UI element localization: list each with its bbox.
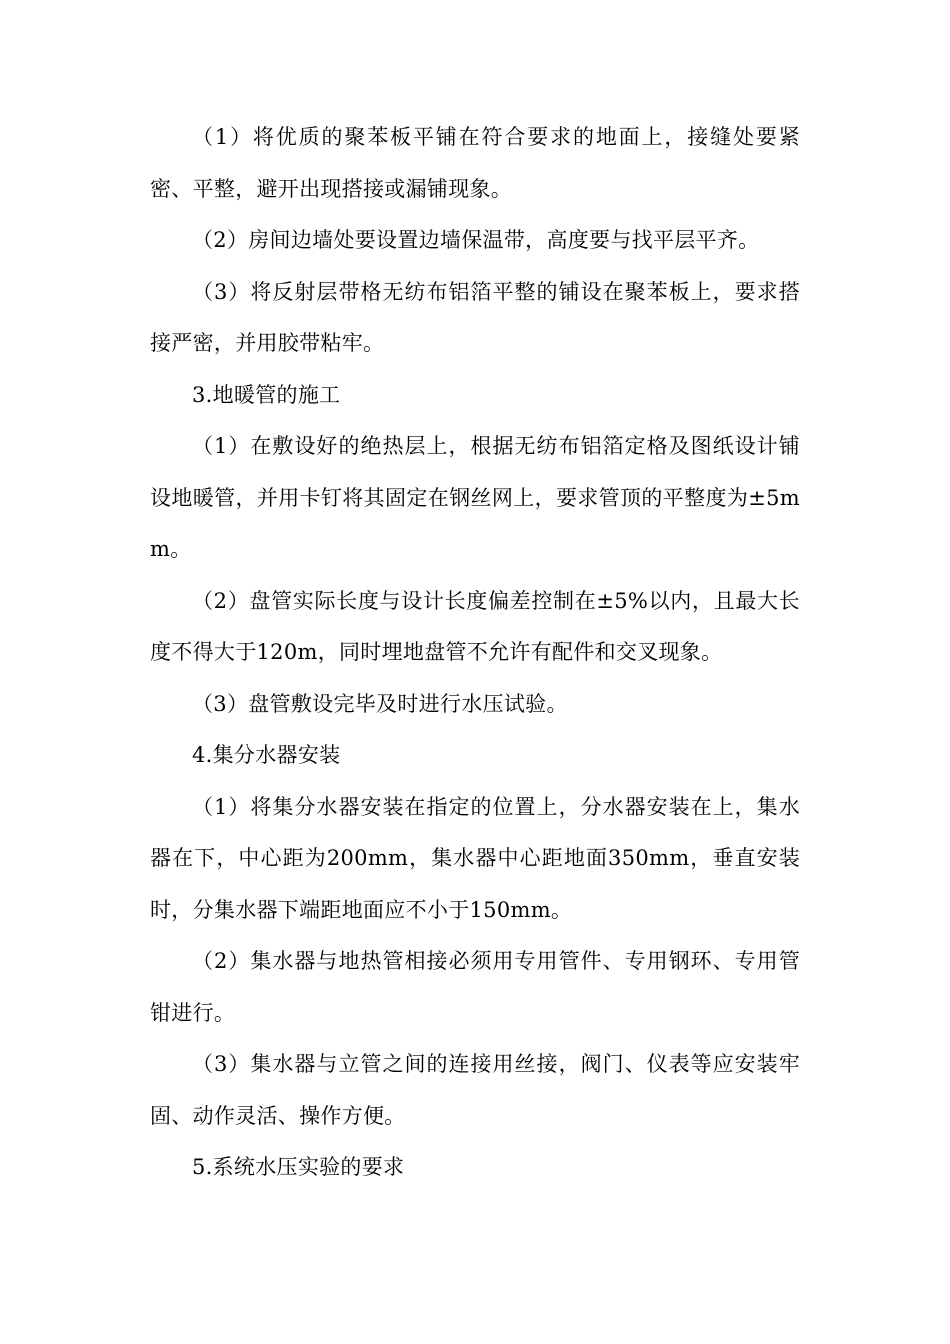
paragraph-manifold-fittings: （2）集水器与地热管相接必须用专用管件、专用钢环、专用管钳进行。 [150,949,800,1025]
paragraph-insulation-board: （1）将优质的聚苯板平铺在符合要求的地面上，接缝处要紧密、平整，避开出现搭接或漏铺现象。 [150,125,800,201]
document-body [150,112,800,1194]
section-heading-manifold-installation: 4.集分水器安装 [192,743,341,767]
section-heading-system-pressure-test: 5.系统水压实验的要求 [192,1155,405,1179]
paragraph-edge-insulation: （2）房间边墙处要设置边墙保温带，高度要与找平层平齐。 [192,228,760,252]
paragraph-pipe-laying: （1）在敷设好的绝热层上，根据无纺布铝箔定格及图纸设计铺设地暖管，并用卡钉将其固定在钢丝网上，要求管顶的平整度为±5mm。 [150,434,800,561]
paragraph-manifold-position: （1）将集分水器安装在指定的位置上，分水器安装在上，集水器在下，中心距为200mm，集水器中心距地面350mm，垂直安装时，分集水器下端距地面应不小于150mm。 [150,794,800,922]
paragraph-manifold-connection: （3）集水器与立管之间的连接用丝接，阀门、仪表等应安装牢固、动作灵活、操作方便。 [150,1052,800,1128]
paragraph-coil-length: （2）盘管实际长度与设计长度偏差控制在±5%以内，且最大长度不得大于120m，同时埋地盘管不允许有配件和交叉现象。 [150,588,800,664]
paragraph-reflective-layer: （3）将反射层带格无纺布铝箔平整的铺设在聚苯板上，要求搭接严密，并用胶带粘牢。 [150,279,800,355]
section-heading-floor-heating-pipe: 3.地暖管的施工 [192,382,341,407]
paragraph-pressure-test: （3）盘管敷设完毕及时进行水压试验。 [192,691,568,716]
